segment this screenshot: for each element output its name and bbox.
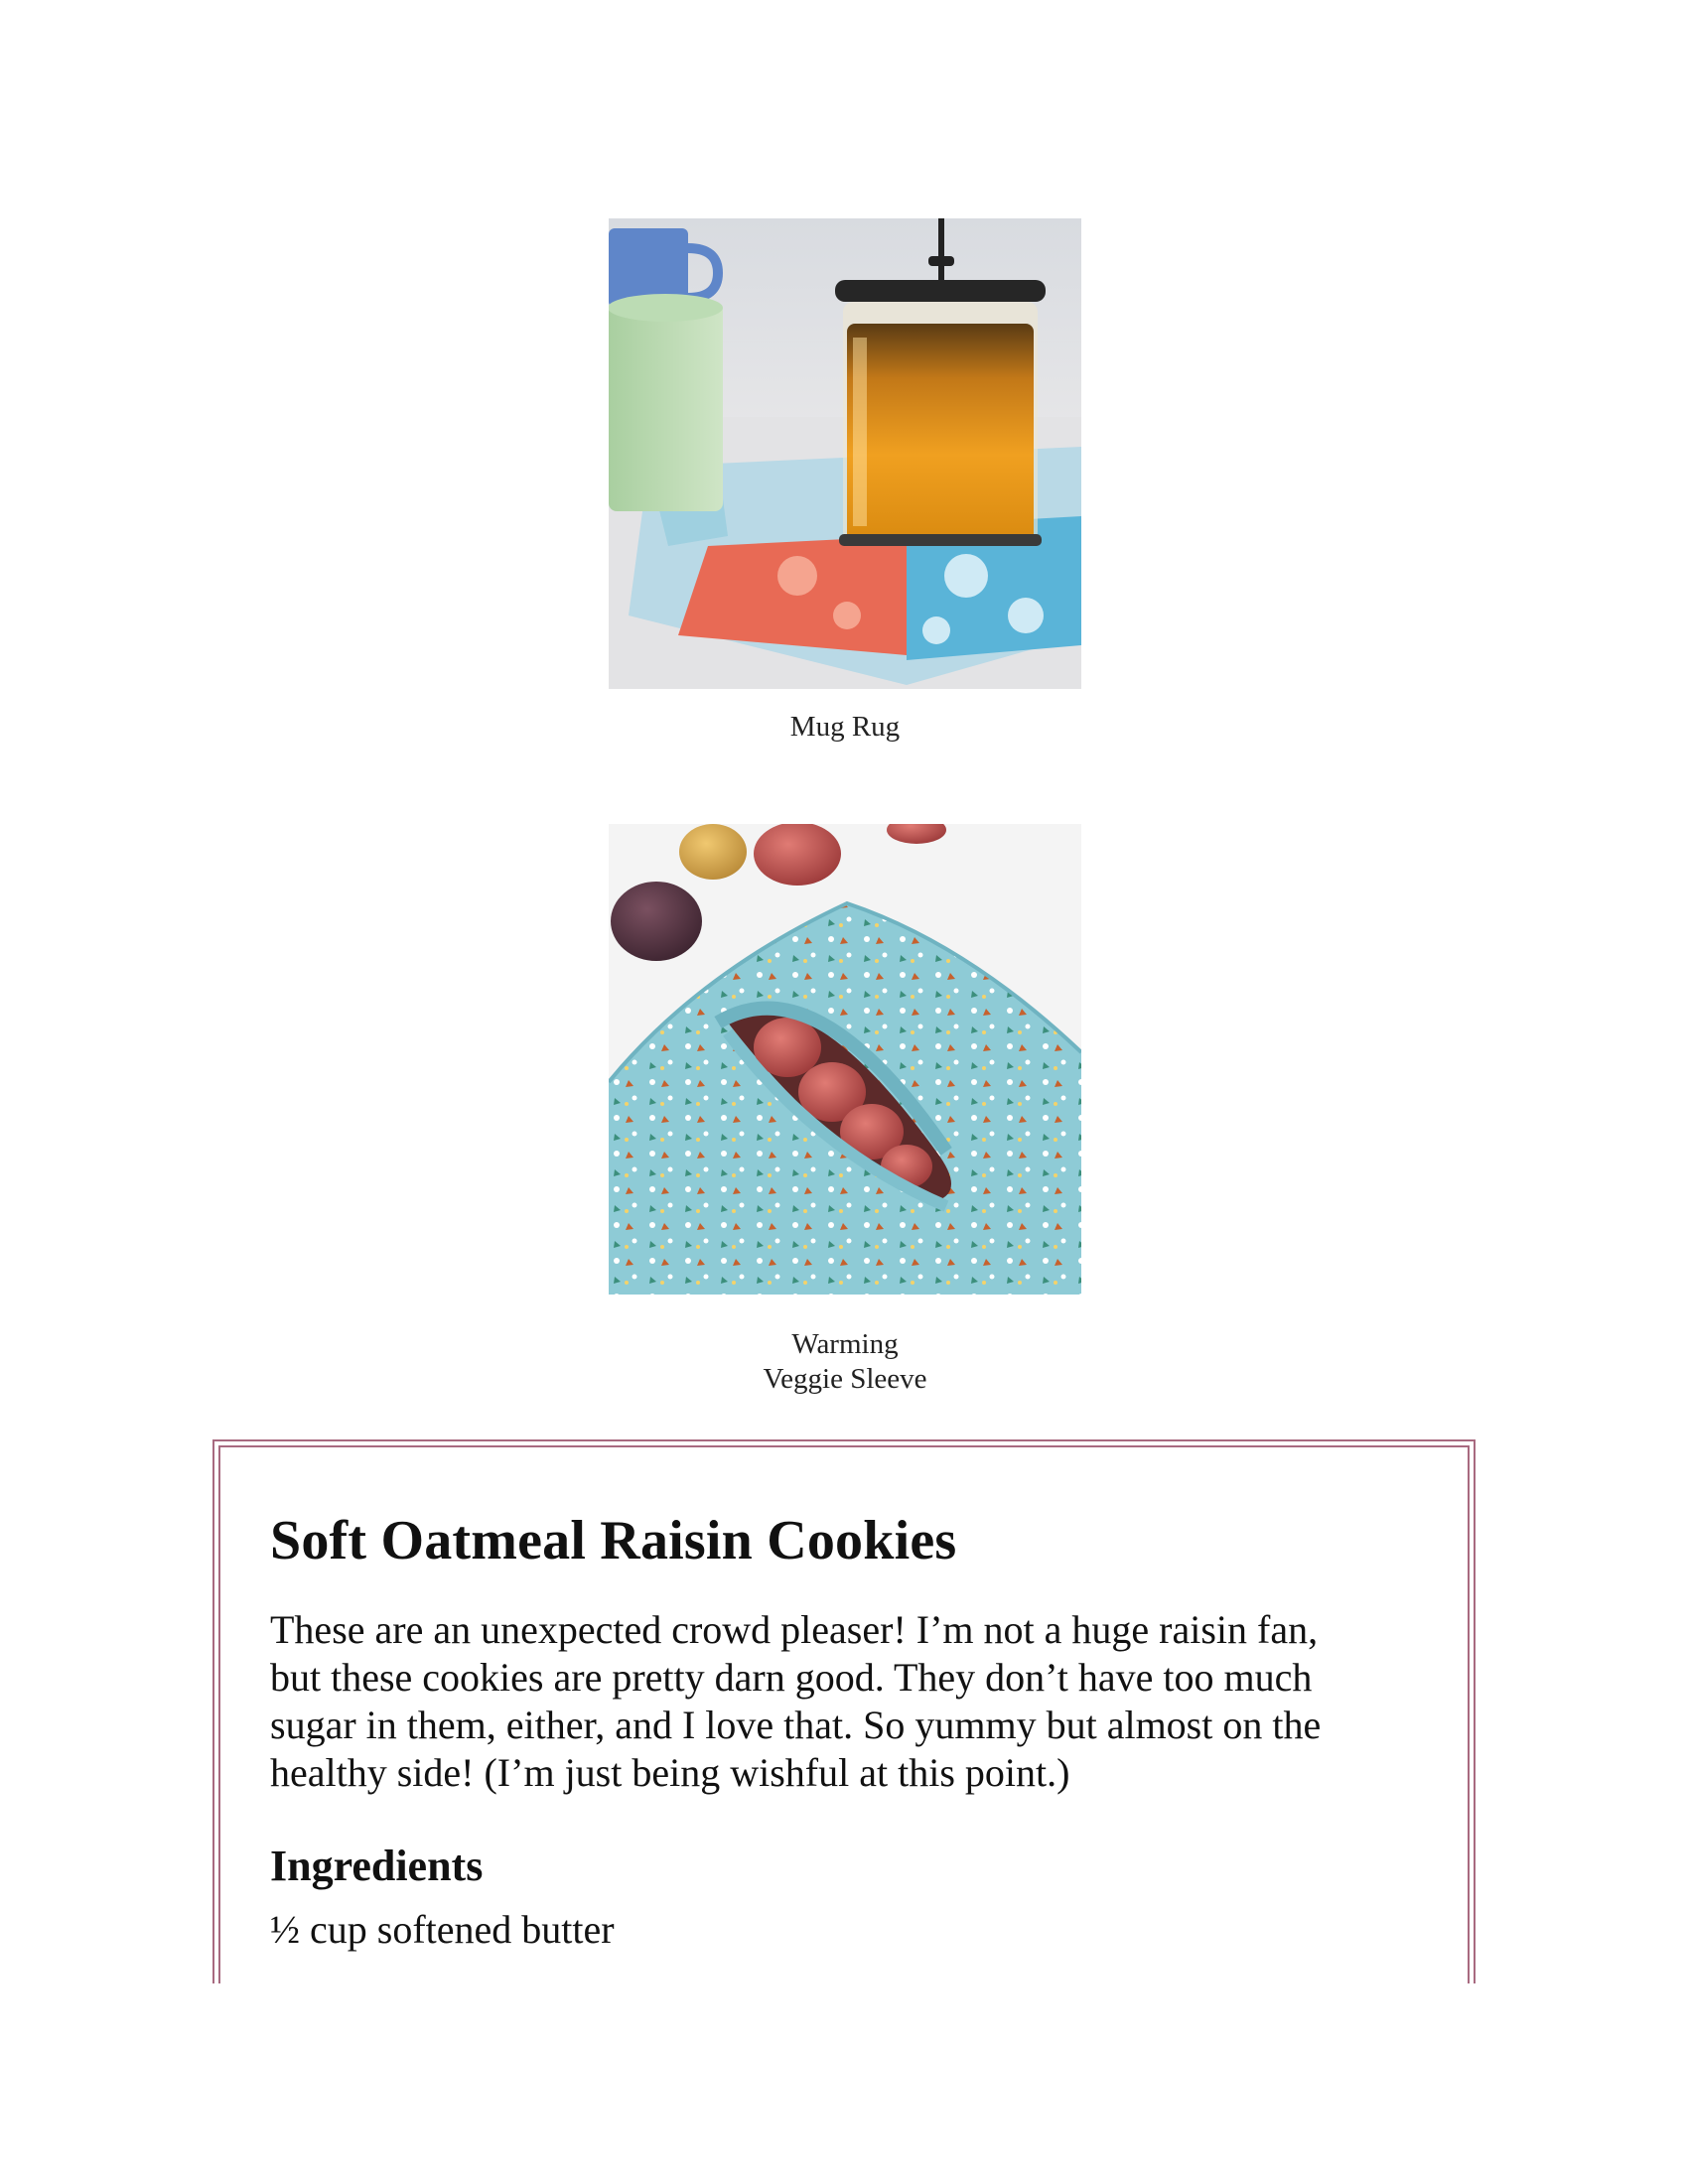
caption-line: Veggie Sleeve — [763, 1363, 927, 1395]
veggie-sleeve-photo — [609, 824, 1081, 1295]
recipe-box — [212, 1439, 1476, 1983]
ingredients-heading: Ingredients — [270, 1842, 484, 1890]
intro-line: These are an unexpected crowd pleaser! I’m not a huge raisin fan, — [270, 1607, 1319, 1652]
mug-rug-caption — [609, 710, 1081, 745]
mug-rug-photo — [609, 218, 1081, 689]
veggie-sleeve-caption — [609, 1327, 1081, 1397]
mug-rug-figure — [609, 218, 1081, 745]
intro-line: sugar in them, either, and I love that. So yummy but almost on the — [270, 1703, 1322, 1747]
recipe-title: Soft Oatmeal Raisin Cookies — [270, 1510, 957, 1571]
caption-line: Mug Rug — [789, 711, 901, 743]
ingredient-item: ½ cup softened butter — [270, 1907, 615, 1952]
caption-line: Warming — [791, 1328, 899, 1360]
ingredient-list — [270, 1906, 615, 1954]
veggie-sleeve-figure — [609, 824, 1081, 1397]
intro-line: healthy side! (I’m just being wishful at this point.) — [270, 1750, 1070, 1795]
recipe-intro — [270, 1606, 1442, 1797]
intro-line: but these cookies are pretty darn good. They don’t have too much — [270, 1655, 1313, 1700]
